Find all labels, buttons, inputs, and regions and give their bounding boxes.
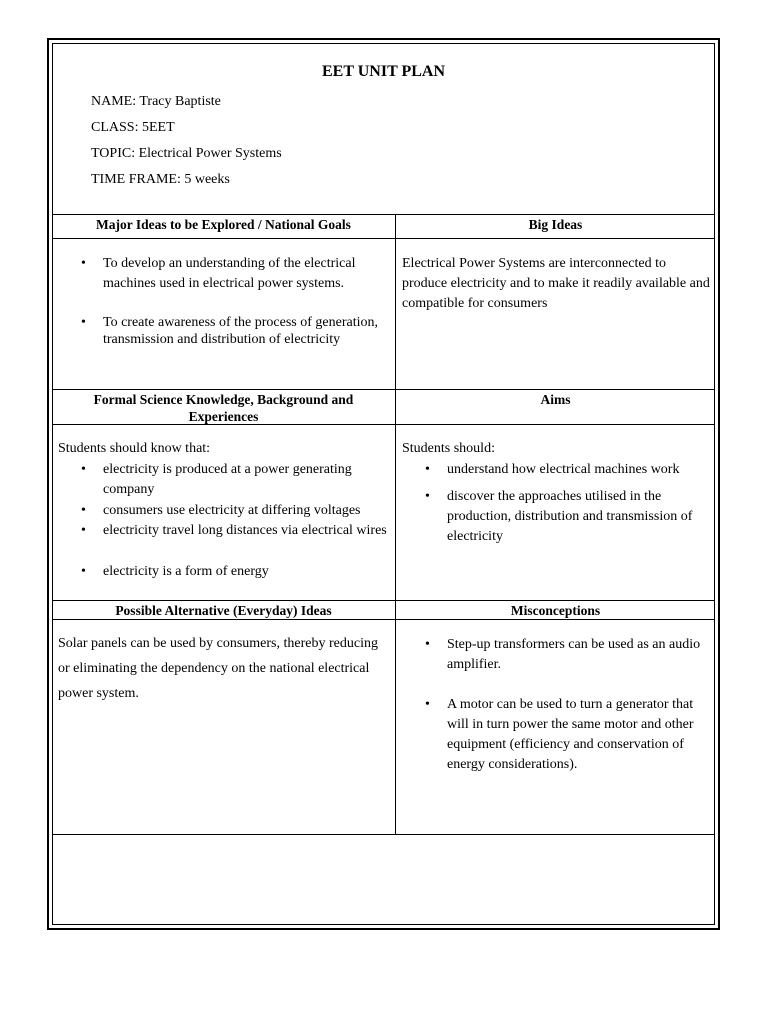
list-item: • electricity is a form of energy xyxy=(81,564,269,579)
divider-section1-header xyxy=(52,238,715,239)
aims-intro: Students should: xyxy=(402,441,495,456)
name-field: NAME: Tracy Baptiste xyxy=(91,94,221,109)
column-divider xyxy=(395,214,396,834)
list-item: • To develop an understanding of the electrical machines used in electrical power systems. xyxy=(81,256,356,291)
page-title: EET UNIT PLAN xyxy=(322,63,445,80)
list-item: • A motor can be used to turn a generator that will in turn power the same motor and other equipment (efficiency and conservation of energy considerations). xyxy=(425,697,694,772)
list-item: • Step-up transformers can be used as an audio amplifier. xyxy=(425,637,701,672)
divider-footer xyxy=(52,834,715,835)
divider-section2-top xyxy=(52,389,715,390)
list-item: • electricity travel long distances via electrical wires xyxy=(81,523,387,538)
list-item: • To create awareness of the process of generation, transmission and distribution of electricity xyxy=(81,315,379,347)
list-item: • understand how electrical machines work xyxy=(425,462,680,477)
formal-knowledge-header: Formal Science Knowledge, Background and Experiences xyxy=(93,392,354,424)
major-ideas-header: Major Ideas to be Explored / National Goals xyxy=(96,217,351,232)
list-item: • electricity is produced at a power generating company xyxy=(81,462,352,497)
time-frame-field: TIME FRAME: 5 weeks xyxy=(91,172,230,187)
misconceptions-header: Misconceptions xyxy=(510,603,601,618)
topic-field: TOPIC: Electrical Power Systems xyxy=(91,146,282,161)
list-item: • consumers use electricity at differing voltages xyxy=(81,503,361,518)
class-field: CLASS: 5EET xyxy=(91,120,175,135)
knowledge-intro: Students should know that: xyxy=(58,441,211,456)
divider-section3-header xyxy=(52,619,715,620)
big-ideas-header: Big Ideas xyxy=(528,217,583,232)
alternative-ideas-header: Possible Alternative (Everyday) Ideas xyxy=(115,603,332,618)
alternative-ideas-text: Solar panels can be used by consumers, thereby reducing or eliminating the dependency on the national electrical power system. xyxy=(58,636,378,701)
list-item: • discover the approaches utilised in the production, distribution and transmission of electricity xyxy=(425,489,693,544)
divider-header xyxy=(52,214,715,215)
aims-header: Aims xyxy=(540,392,571,407)
divider-section3-top xyxy=(52,600,715,601)
big-ideas-text: Electrical Power Systems are interconnected to produce electricity and to make it readily available and compatible for consumers xyxy=(402,256,710,311)
